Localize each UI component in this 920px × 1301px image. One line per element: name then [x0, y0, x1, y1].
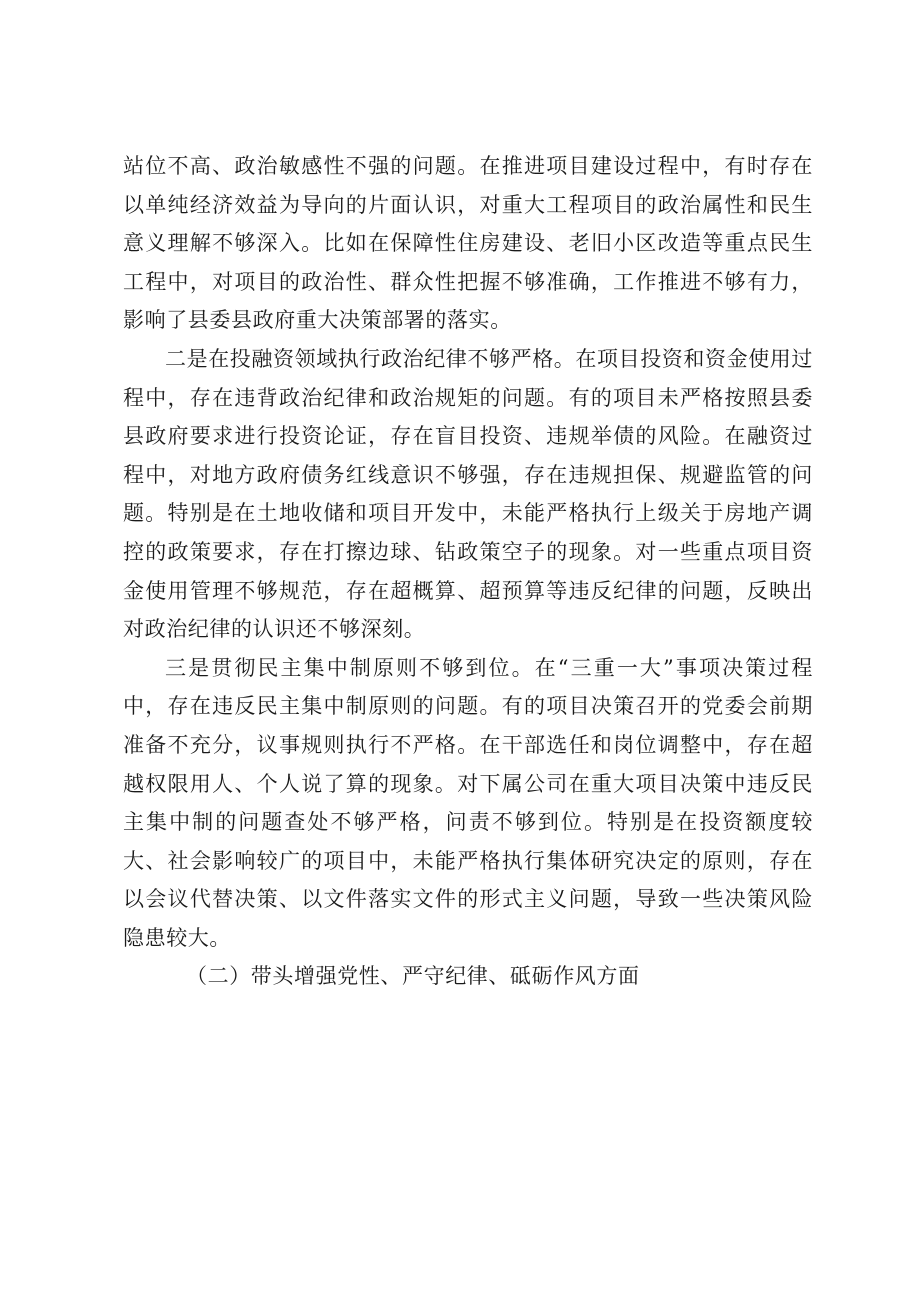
paragraph-item-three: 三是贯彻民主集中制原则不够到位。在“三重一大”事项决策过程中，存在违反民主集中制原则的问题。有的项目决策召开的党委会前期准备不充分，议事规则执行不严格。在干部选任和岗位调整中，存在超越权限用人、个人说了算的现象。对下属公司在重大项目决策中违反民主集中制的问题查处不够严格，问责不够到位。特别是在投资额度较大、社会影响较广的项目中，未能严格执行集体研究决定的原则，存在以会议代替决策、以文件落实文件的形式主义问题，导致一些决策风险隐患较大。 — [123, 655, 813, 950]
paragraph-item-two: 二是在投融资领域执行政治纪律不够严格。在项目投资和资金使用过程中，存在违背政治纪律和政治规矩的问题。有的项目未严格按照县委县政府要求进行投资论证，存在盲目投资、违规举债的风险。在融资过程中，对地方政府债务红线意识不够强，存在违规担保、规避监管的问题。特别是在土地收储和项目开发中，未能严格执行上级关于房地产调控的政策要求，存在打擦边球、钻政策空子的现象。对一些重点项目资金使用管理不够规范，存在超概算、超预算等违反纪律的问题，反映出对政治纪律的认识还不够深刻。 — [123, 346, 813, 642]
paragraph-continuation: 站位不高、政治敏感性不强的问题。在推进项目建设过程中，有时存在以单纯经济效益为导向的片面认识，对重大工程项目的政治属性和民生意义理解不够深入。比如在保障性住房建设、老旧小区改造等重点民生工程中，对项目的政治性、群众性把握不够准确，工作推进不够有力，影响了县委县政府重大决策部署的落实。 — [123, 154, 813, 333]
section-heading: （二）带头增强党性、严守纪律、砥砺作风方面 — [186, 964, 640, 989]
document-body — [123, 147, 813, 996]
